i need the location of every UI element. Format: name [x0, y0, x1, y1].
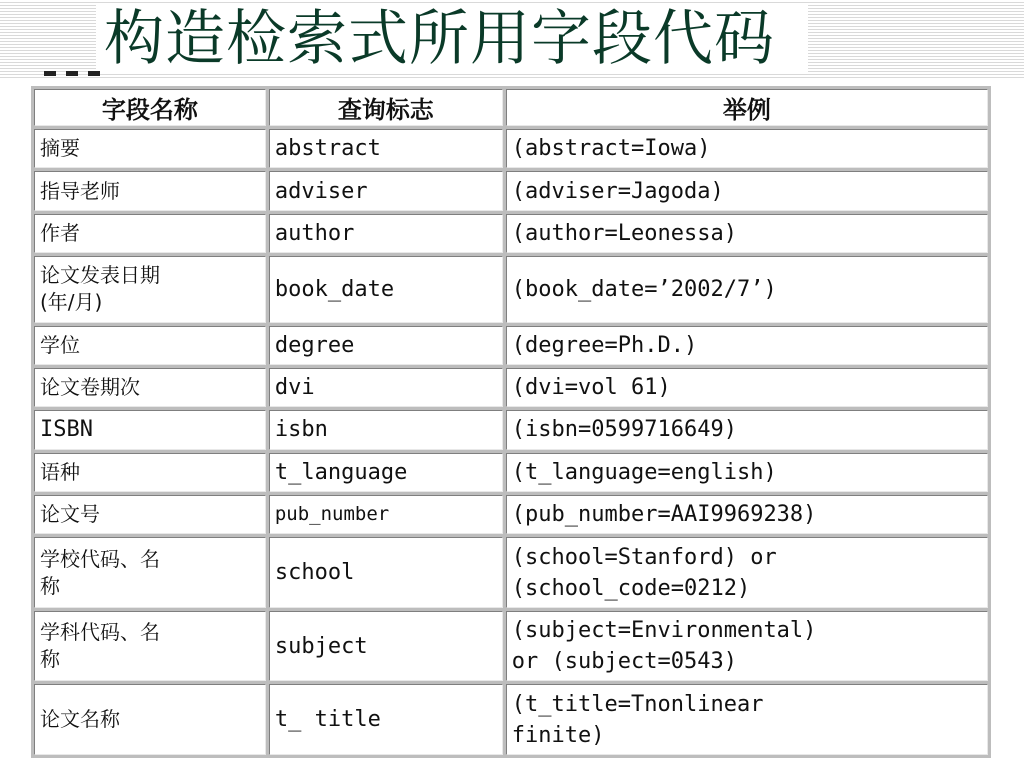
field-name-cell: 学科代码、名 称 [34, 611, 266, 681]
query-flag-cell: t_language [269, 453, 503, 492]
query-flag-cell: school [269, 537, 503, 607]
query-flag-cell: t_ title [269, 684, 503, 755]
field-code-table-image [31, 86, 991, 758]
example-cell: (t_title=Tnonlinear finite) [506, 684, 988, 755]
field-name-cell: 论文名称 [34, 684, 266, 755]
query-flag-cell: dvi [269, 368, 503, 407]
table-row [34, 326, 988, 365]
table-row [34, 537, 988, 607]
query-flag-cell: book_date [269, 256, 503, 322]
example-cell: (degree=Ph.D.) [506, 326, 988, 365]
field-name-cell: 摘要 [34, 129, 266, 168]
table-row [34, 495, 988, 534]
table-row [34, 171, 988, 210]
table-row [34, 684, 988, 755]
table-row [34, 453, 988, 492]
slide-title: 构造检索式所用字段代码 [104, 4, 775, 74]
table-header-row [34, 89, 988, 126]
example-cell: (book_date=’2002/7’) [506, 256, 988, 322]
clipped-text-fragment [44, 66, 108, 76]
header-field-name: 字段名称 [34, 89, 266, 126]
query-flag-cell: subject [269, 611, 503, 681]
query-flag-cell: abstract [269, 129, 503, 168]
field-name-cell: 论文发表日期 (年/月) [34, 256, 266, 322]
query-flag-cell: isbn [269, 410, 503, 449]
field-name-cell: 学位 [34, 326, 266, 365]
example-cell: (subject=Environmental) or (subject=0543) [506, 611, 988, 681]
table-row [34, 611, 988, 681]
query-flag-cell: pub_number [269, 495, 503, 534]
field-code-table [31, 86, 991, 758]
query-flag-cell: degree [269, 326, 503, 365]
example-cell: (dvi=vol 61) [506, 368, 988, 407]
table-row [34, 214, 988, 253]
field-name-cell: 学校代码、名 称 [34, 537, 266, 607]
example-cell: (t_language=english) [506, 453, 988, 492]
example-cell: (school=Stanford) or (school_code=0212) [506, 537, 988, 607]
field-name-cell: 论文号 [34, 495, 266, 534]
table-row [34, 129, 988, 168]
table-row [34, 368, 988, 407]
query-flag-cell: author [269, 214, 503, 253]
field-name-cell: 语种 [34, 453, 266, 492]
field-name-cell: 指导老师 [34, 171, 266, 210]
header-query-flag: 查询标志 [269, 89, 503, 126]
query-flag-cell: adviser [269, 171, 503, 210]
field-name-cell: ISBN [34, 410, 266, 449]
example-cell: (adviser=Jagoda) [506, 171, 988, 210]
table-row [34, 410, 988, 449]
example-cell: (isbn=0599716649) [506, 410, 988, 449]
field-name-cell: 论文卷期次 [34, 368, 266, 407]
example-cell: (pub_number=AAI9969238) [506, 495, 988, 534]
field-name-cell: 作者 [34, 214, 266, 253]
table-row [34, 256, 988, 322]
header-example: 举例 [506, 89, 988, 126]
example-cell: (author=Leonessa) [506, 214, 988, 253]
example-cell: (abstract=Iowa) [506, 129, 988, 168]
